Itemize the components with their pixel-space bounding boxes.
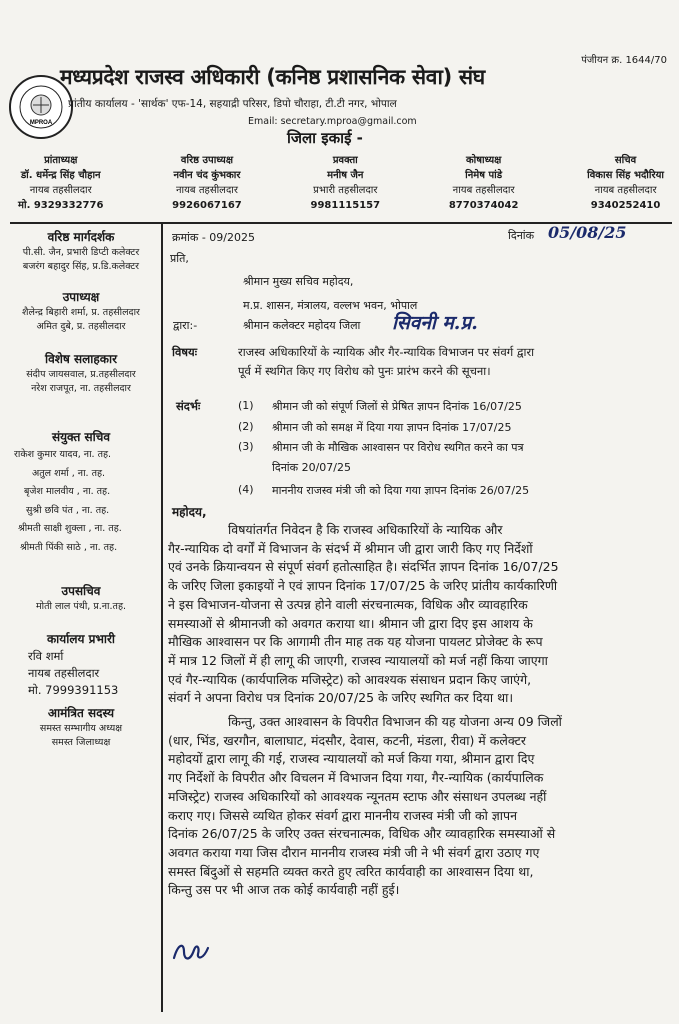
subject-line2: पूर्व में स्थगित किए गए विरोध को पुनः प्रारंभ करने की सूचना। [238, 364, 491, 378]
subject-label: विषयः [172, 345, 198, 359]
sidebar-karyalay-prabhari: कार्यालय प्रभारी रवि शर्मा नायब तहसीलदार मो. 7999391153 [28, 632, 119, 697]
office-bearers [18, 153, 664, 213]
reference-text: श्रीमान जी को संपूर्ण जिलों से प्रेषित ज्ञापन दिनांक 16/07/25 [272, 400, 522, 413]
reference-text: श्रीमान जी के मौखिक आश्वासन पर विरोध स्थगित करने का पत्र [272, 441, 524, 454]
sidebar-sanyukt-sachiv: संयुक्त सचिव राकेश कुमार यादव, ना. तह. अतुल शर्मा , ना. तह. बृजेश मालवीय , ना. तह. सुश्री छवि पंत , ना. तह. श्रीमती साक्षी शुक्ला , ना. तह. श्रीमती पिंकी साठे , ना. तह. [14, 430, 122, 553]
salutation: महोदय, [172, 505, 207, 519]
recipient-line2: म.प्र. शासन, मंत्रालय, वल्लभ भवन, भोपाल [243, 299, 418, 312]
sidebar-upadhyaksh: उपाध्यक्ष शैलेन्द्र बिहारी शर्मा, प्र. तहसीलदार अमित दुबे, प्र. तहसीलदार [22, 290, 140, 332]
paragraph-2: किन्तु, उक्त आश्वासन के विपरीत विभाजन की यह योजना अन्य 09 जिलों (धार, भिंड, खरगौन, बालाघाट, मंदसौर, देवास, कटनी, मंडला, रीवा) में कलेक्टर महोदयों द्वारा लागू की गई, राजस्व न्यायालयों को मर्ज किया गया, श्रीमान द्वारा दिए गए निर्देशों के विपरीत और विचलन में विभाजन दिया गया, गैर-न्यायिक (कार्यपालिक मजिस्ट्रेट) राजस्व अधिकारियों को आवश्यक न्यूनतम स्टाफ और संसाधन उपलब्ध नहीं कराए गए। जिससे व्यथित होकर संवर्ग द्वारा माननीय राजस्व मंत्री जी को ज्ञापन दिनांक 26/07/25 के जरिए उक्त संरचनात्मक, विधिक और व्यावहारिक समस्याओं से अवगत कराया गया जिस दौरान माननीय राजस्व मंत्री जी ने भी संवर्ग द्वारा उठाए गए समस्त बिंदुओं से सहमति व्यक्त करते हुए त्वरित कार्यवाही का आश्वासन दिया था, किन्तु उस पर भी आज तक कोई कार्यवाही नहीं हुई। [168, 714, 562, 898]
reference-number: (4) [238, 483, 254, 496]
district-unit-label: जिला इकाई - [287, 129, 363, 147]
sidebar-amantrit: आमंत्रित सदस्य समस्त सम्भागीय अध्यक्ष समस्त जिलाध्यक्ष [39, 706, 123, 748]
subject-line1: राजस्व अधिकारियों के न्यायिक और गैर-न्यायिक विभाजन पर संवर्ग द्वारा [238, 345, 535, 359]
association-title: मध्यप्रदेश राजस्व अधिकारी (कनिष्ठ प्रशासनिक सेवा) संघ [60, 65, 485, 89]
office-bearer: सचिव विकास सिंह भदौरिया नायब तहसीलदार 9340252410 [587, 155, 664, 211]
sidebar-salahkar: विशेष सलाहकार संदीप जायसवाल, प्र.तहसीलदार नरेश राजपूत, ना. तहसीलदार [26, 352, 136, 394]
sidebar-upsachiv: उपसचिव मोती लाल पंथी, प्र.ना.तह. [35, 584, 127, 612]
reference-text: श्रीमान जी को समक्ष में दिया गया ज्ञापन दिनांक 17/07/25 [272, 421, 512, 434]
paragraph-1: विषयांतर्गत निवेदन है कि राजस्व अधिकारियों के न्यायिक और गैर-न्यायिक दो वर्गों में विभाजन के संदर्भ में श्रीमान जी द्वारा जारी किए गए निर्देशों एवं उनके क्रियान्वयन से संपूर्ण संवर्ग हतोत्साहित है। संदर्भित ज्ञापन दिनांक 16/07/25 के जरिए जिला इकाइयों ने एवं ज्ञापन दिनांक 17/07/25 के जरिए प्रांतीय कार्यकारिणी ने इस विभाजन-योजना से उत्पन्न होने वाली संरचनात्मक, विधिक और व्यावहारिक समस्याओं से श्रीमानजी को अवगत कराया था। श्रीमान जी द्वारा दिए इस आशय के मौखिक आश्वासन पर कि आगामी तीन माह तक यह योजना पायलट प्रोजेक्ट के रूप में मात्र 12 जिलों में ही लागू की जाएगी, राजस्व न्यायालयों को मर्ज नहीं किया जाएगा एवं गैर-न्यायिक (कार्यपालिक मजिस्ट्रेट) को आवश्यक संसाधन प्रदान किए जाएंगे, संवर्ग ने अपना विरोध पत्र दिनांक 20/07/25 के जरिए स्थगित कर दिया था। [168, 522, 559, 706]
date-value: 05/08/25 [548, 223, 627, 242]
dwara-text: श्रीमान कलेक्टर महोदय जिला [243, 319, 361, 332]
reference-number: (1) [238, 399, 254, 412]
sidebar-margdarshak: वरिष्ठ मार्गदर्शक पी.सी. जैन, प्रभारी डिप्टी कलेक्टर बजरंग बहादुर सिंह, प्र.डि.कलेक्टर [22, 230, 140, 272]
date-label: दिनांक [508, 229, 535, 242]
reference-label: संदर्भः [176, 399, 201, 413]
letter-number: क्रमांक - 09/2025 [172, 231, 255, 244]
district-handwritten: सिवनी म.प्र. [392, 312, 478, 334]
dwara-label: द्वारा:- [173, 319, 198, 332]
reference-text: दिनांक 20/07/25 [272, 461, 351, 474]
office-bearer: वरिष्ठ उपाध्यक्ष नवीन चंद कुंभकार नायब तहसीलदार 9926067167 [172, 155, 242, 211]
prati-label: प्रति, [170, 252, 189, 265]
reference-text: माननीय राजस्व मंत्री जी को दिया गया ज्ञापन दिनांक 26/07/25 [272, 484, 530, 497]
signature [170, 936, 214, 968]
svg-text:MPROA: MPROA [29, 120, 53, 126]
sidebar-divider [161, 224, 163, 1012]
office-bearer: प्रांताध्यक्ष डॉ. धर्मेन्द्र सिंह चौहान नायब तहसीलदार मो. 9329332776 [18, 155, 104, 211]
email-address[interactable]: Email: secretary.mproa@gmail.com [248, 116, 417, 127]
reference-number: (3) [238, 440, 254, 453]
office-bearer: कोषाध्यक्ष निमेष पांडे नायब तहसीलदार 8770374042 [448, 155, 519, 211]
office-address: प्रांतीय कार्यालय - 'सार्थक' एफ-14, सहयाद्री परिसर, डिपो चौराहा, टी.टी नगर, भोपाल [68, 98, 397, 110]
registration-number: पंजीयन क्र. 1644/70 [581, 55, 667, 66]
reference-number: (2) [238, 420, 254, 433]
office-bearer: प्रवक्ता मनीष जैन प्रभारी तहसीलदार 9981115157 [310, 155, 381, 211]
recipient-line1: श्रीमान मुख्य सचिव महोदय, [243, 275, 354, 288]
